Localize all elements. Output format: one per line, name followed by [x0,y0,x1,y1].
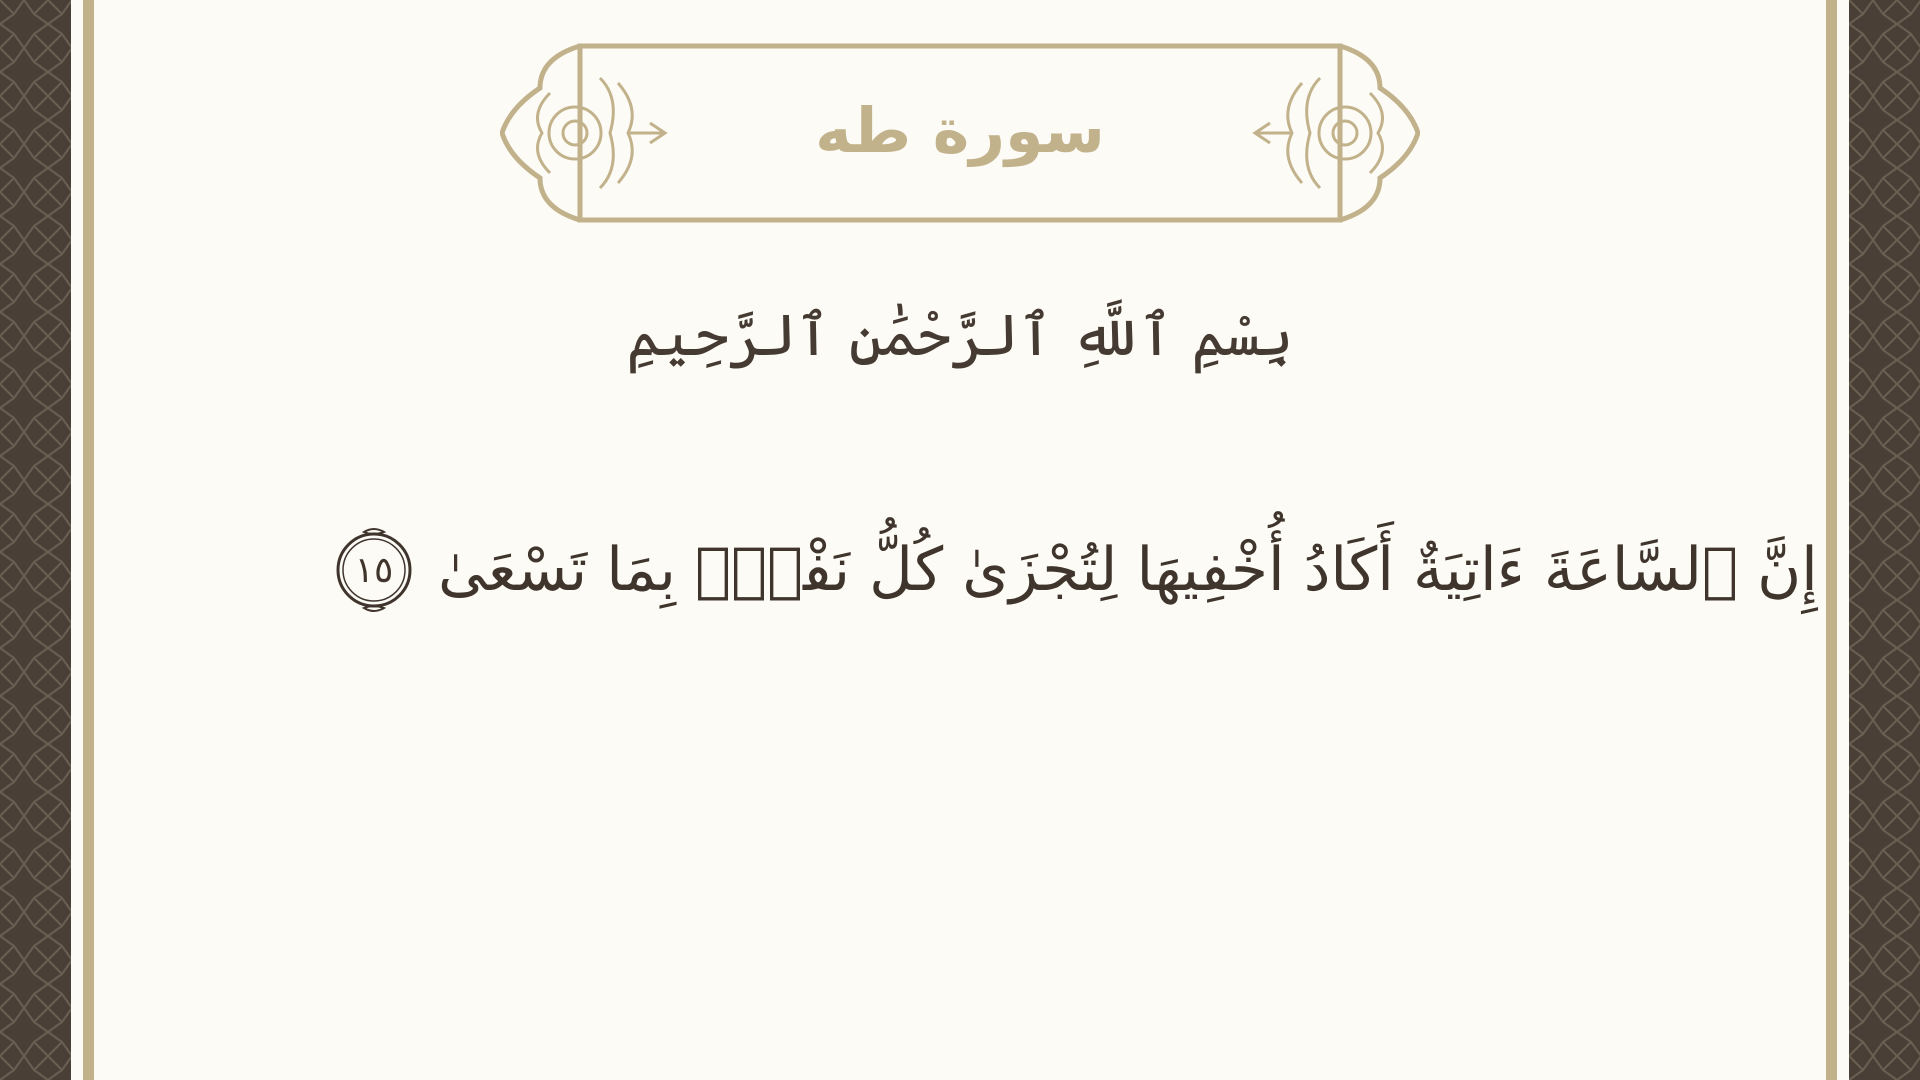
verse-text: إِنَّ ٱلسَّاعَةَ ءَاتِيَةٌ أَكَادُ أُخْفِيهَا لِتُجْزَىٰ كُلُّ نَفْسٍۭ بِمَا تَسْعَىٰ [438,535,1818,605]
right-ornamental-border [1849,0,1920,1080]
ayah-number-marker [330,526,418,614]
left-gold-rule [83,0,94,1080]
right-gold-rule [1826,0,1837,1080]
verse-line [330,500,1818,640]
ayah-number: ١٥ [354,549,394,591]
surah-title: سورة طه [815,93,1105,167]
basmala: بِسْمِ ٱللَّهِ ٱلرَّحْمَٰنِ ٱلرَّحِيمِ [626,301,1294,369]
surah-title-frame [500,38,1420,228]
left-ornamental-border [0,0,71,1080]
